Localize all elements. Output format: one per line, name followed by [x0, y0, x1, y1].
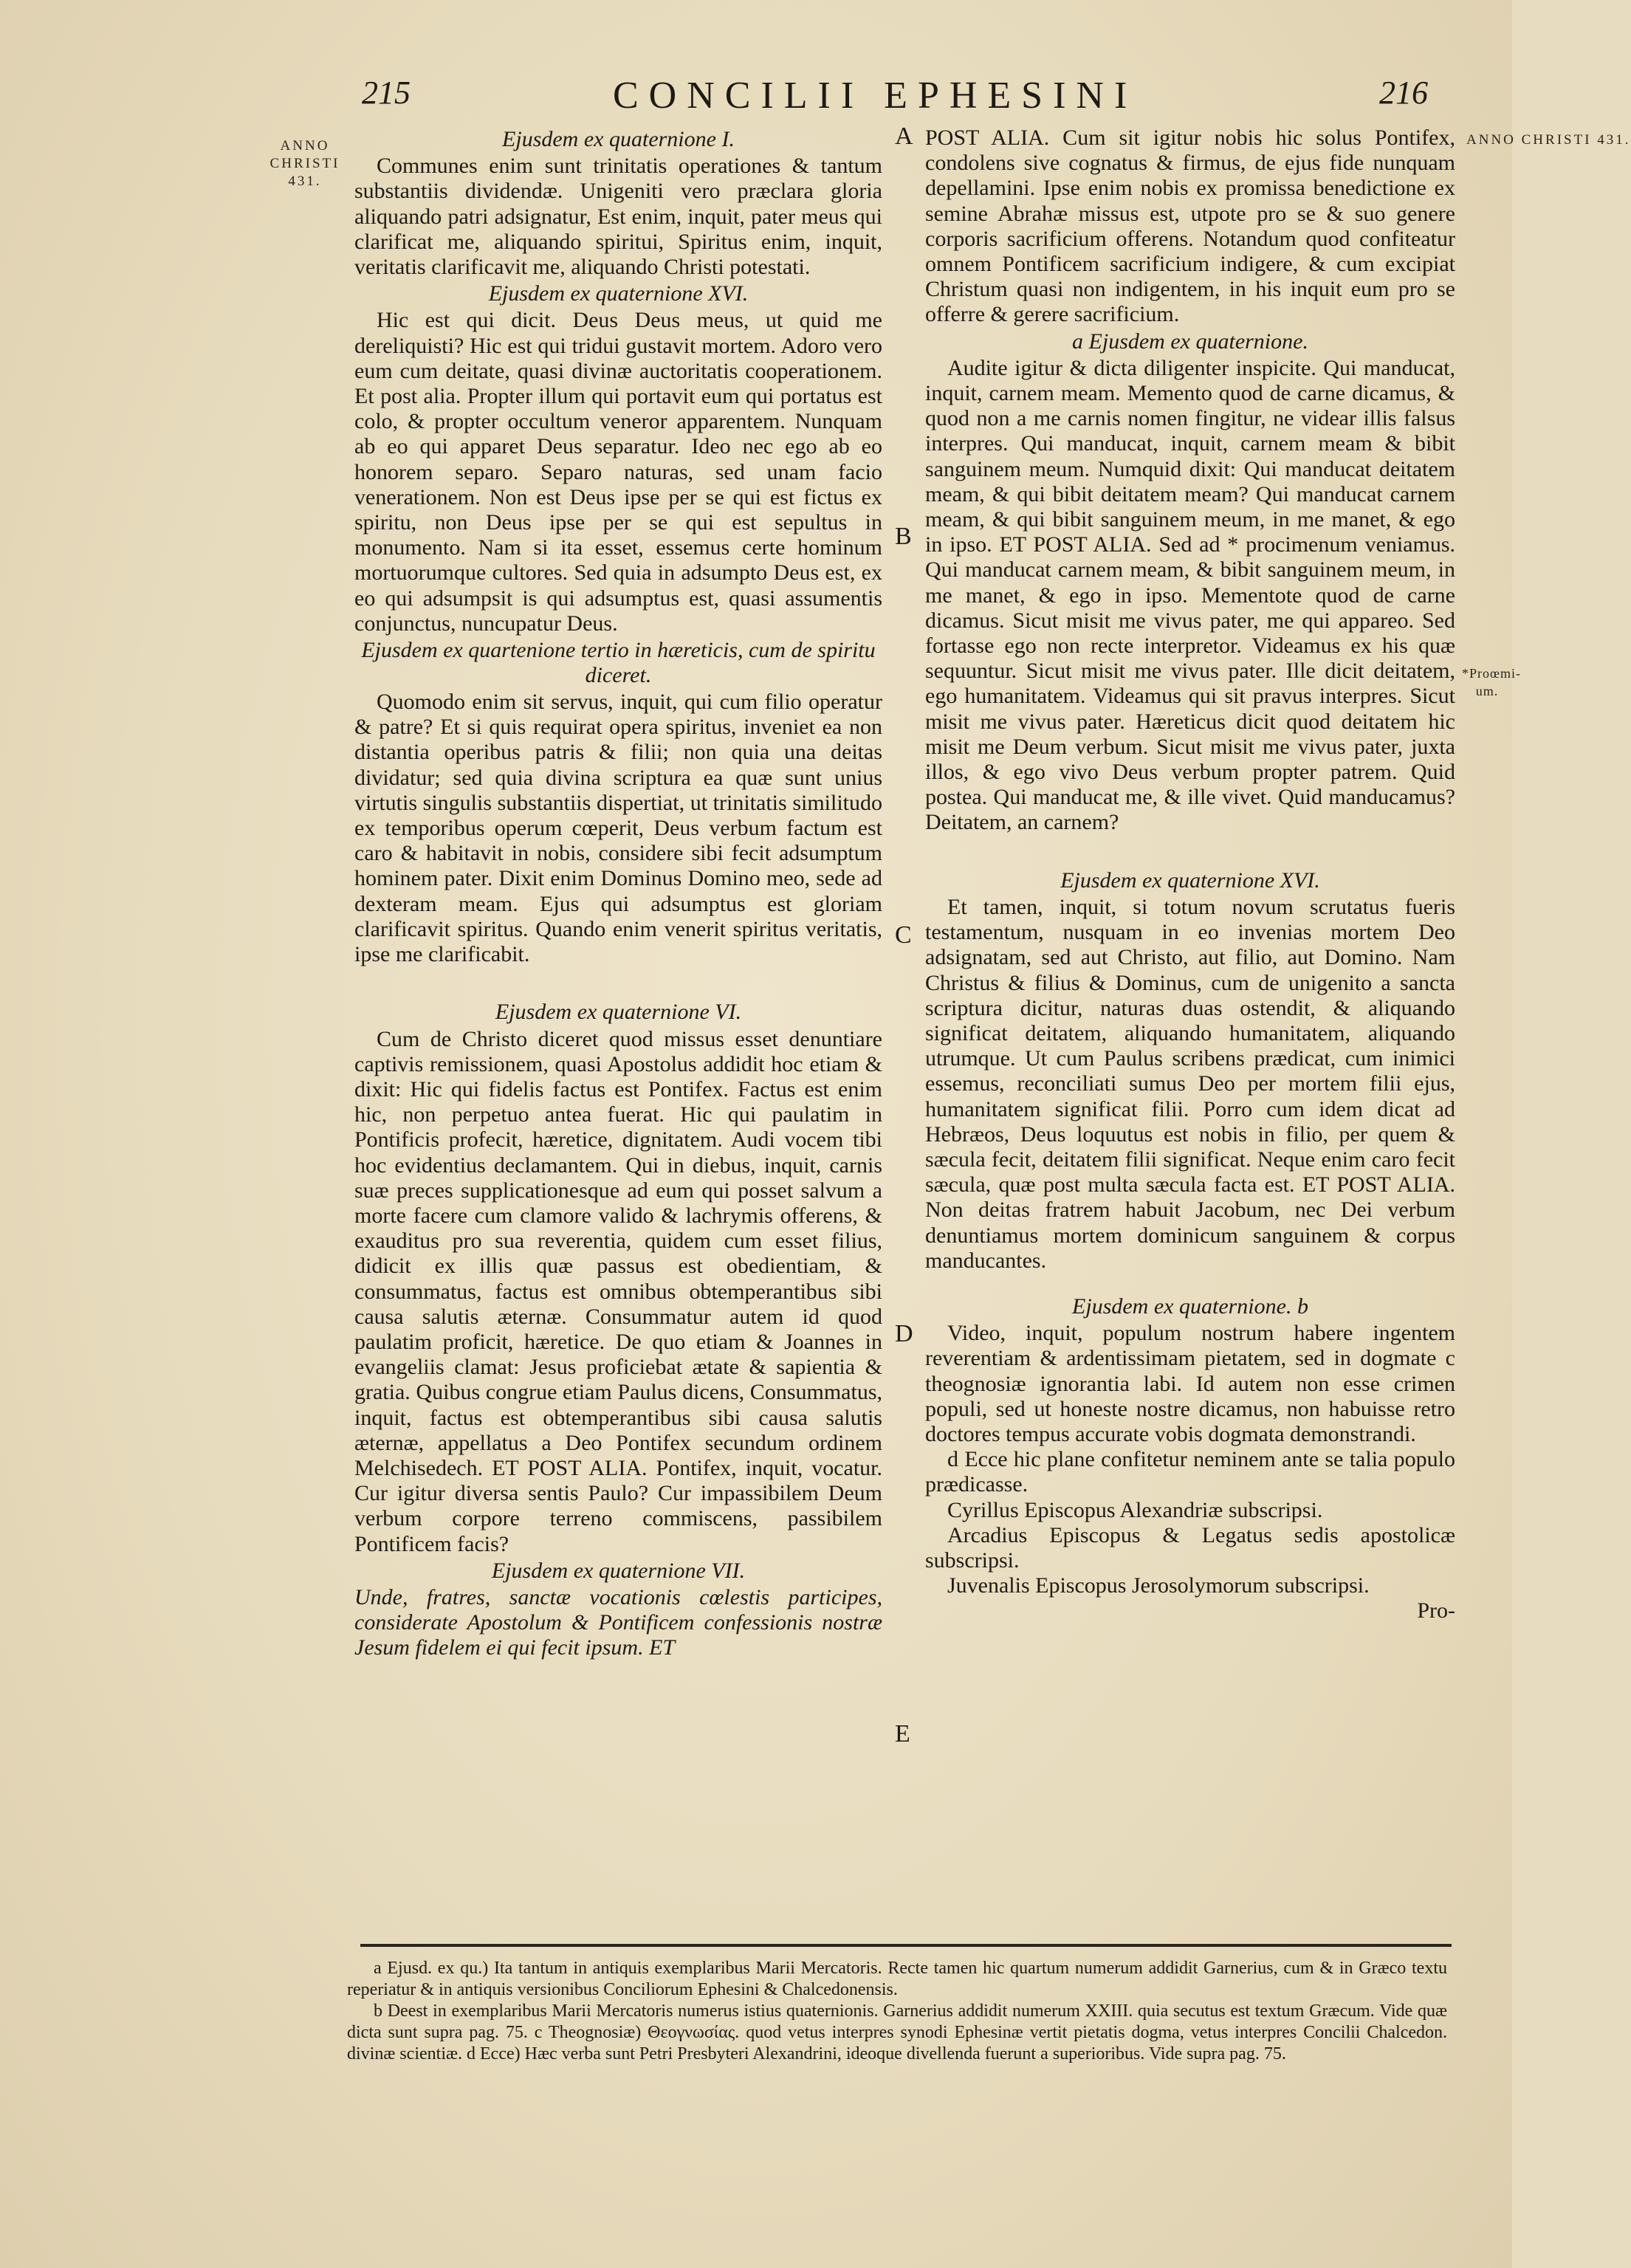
section-heading: Ejusdem ex quaternione VII. — [491, 1558, 746, 1583]
text-column-right — [925, 126, 1455, 1624]
footnote: b Deest in exemplaribus Marii Mercatoris numerus istius quaternionis. Garnerius addidit numerum XXIII. quia secutus est textum Græcum. Vide quæ dicta sunt supra pag. 75. c Theognosiæ) Θεογνωσίας. quod vetus interpres synodi Ephesinæ vertit pietatis dogma, vetus interpres Concilii Chalcedon. divinæ scientiæ. d Ecce) Hæc verba sunt Petri Presbyteri Alexandrini, ideoque divellenda fuerunt a superioribus. Vide supra pag. 75. — [347, 2001, 1447, 2063]
paragraph: Quomodo enim sit servus, inquit, qui cum filio operatur & patre? Et si quis requirat opera spiritus, inveniet ea non distantia operibus patris & filii; non quia una deitas dividatur; sed quia divina scriptura ea quæ sunt unius virtutis singulis substantiis dispertiat, ut trinitatis similitudo ex temporibus operum cœperit, Deus verbum factum est caro & habitavit in nobis, considere sibi fecit adsumptum hominem pater. Dixit enim Dominus Domino meo, sede ad dexteram meam. Ejus qui adsumptus est gloriam clarificavit spiritus. Quando enim venerit spiritus veritatis, ipse me clarificabit. — [354, 690, 882, 967]
spacer — [925, 1274, 1455, 1293]
page-number-right: 216 — [1379, 75, 1428, 111]
section-letter-d: D — [895, 1320, 913, 1347]
section-heading: Ejusdem ex quaternione XVI. — [488, 281, 749, 306]
paragraph: Unde, fratres, sanctæ vocationis cœlestis participes, considerate Apostolum & Pontificem confessionis nostræ Jesum fidelem ei qui fecit ipsum. ET — [354, 1584, 882, 1660]
paragraph: Cum de Christo diceret quod missus esset denuntiare captivis remissionem, quasi Apostolus addidit hoc etiam & dixit: Hic qui fidelis factus est Pontifex. Factus est enim hic, non perpetuo antea fuerat. Hic qui paulatim in Pontificis profecit, hæretice, dignitatem. Audi vocem tibi hoc evidentius declamantem. Qui in diebus, inquit, carnis suæ preces supplicationesque ad eum qui posset salvum a morte facere cum clamore valido & lachrymis offerens, & exauditus pro sua reverentia, quidem cum esset filius, didicit ex illis quæ passus est obedientiam, & consummatus, factus est omnibus obtemperantibus sibi causa salutis æternæ. Consummatur autem id quod paulatim proficit, hæretice. De quo etiam & Joannes in evangeliis clamat: Jesus proficiebat ætate & sapientia & gratia. Quibus congrue etiam Paulus dicens, Consummatus, inquit, factus est obtemperantibus sibi causa salutis æternæ, appellatus a Deo Pontifex secundum ordinem Melchisedech. ET POST ALIA. Pontifex, inquit, vocatur. Cur igitur diversa sentis Paulo? Cur impassibilem Deum verbum corpore terreno commiscens, passibilem Pontificem facis? — [354, 1026, 882, 1556]
paragraph: d Ecce hic plane confitetur neminem ante se talia populo prædicasse. — [925, 1447, 1455, 1497]
margin-year-right: ANNO CHRISTI 431. — [1466, 132, 1631, 148]
section-heading: Ejusdem ex quartenione tertio in hæreticis, cum de spiritu diceret. — [361, 638, 876, 688]
margin-year-left: ANNO CHRISTI 431. — [269, 138, 340, 189]
page-number-left: 215 — [362, 75, 411, 111]
section-letter-c: C — [895, 921, 912, 949]
spacer — [925, 836, 1455, 867]
paragraph: Audite igitur & dicta diligenter inspicite. Qui manducat, inquit, carnem meam. Memento quod de carne dicamus, & quod non a me carnis nomen fingitur, ne videar illis falsus interpres. Qui manducat, inquit, carnem meam & bibit sanguinem meum. Numquid dixit: Qui manducat deitatem meam, & qui bibit deitatem meam? Qui manducat carnem meam, & qui bibit sanguinem meum, in me manet, & ego in ipso. ET POST ALIA. Sed ad * procimenum veniamus. Qui manducat carnem meam, & bibit sanguinem meum, in me manet, & ego in ipso. Mementote quod de carne dicamus. Sicut misit me vivus pater, me qui appareo. Sed fortasse ego non recte interpretor. Videamus ex his quæ sequuntur. Sicut misit me vivus pater. Ille dicit deitatem, ego humanitatem. Videamus qui sit pravus interpres. Sicut misit me vivus pater. Hæreticus dicit quod deitatem hic misit me Deum verbum. Sicut misit me vivus pater, juxta illos, & ego vivo Deus verbum propter patrem. Quid postea. Qui manducat me, & ille vivet. Quid manducamus? Deitatem, an carnem? — [925, 355, 1455, 835]
footnotes — [347, 1958, 1447, 2065]
section-letter-a: A — [895, 123, 913, 150]
text-column-left — [354, 126, 882, 1661]
paragraph: Arcadius Episcopus & Legatus sedis apostolicæ subscripsi. — [925, 1522, 1455, 1573]
paragraph: POST ALIA. Cum sit igitur nobis hic solus Pontifex, condolens sive cognatus & firmus, de ejus fide nunquam depellamini. Ipse enim nobis ex promissa benedictione ex semine Abrahæ missus est, utpote pro se & suo genere corporis sacrificium offerens. Notandum quod confiteatur omnem Pontificem sacrificium indigere, & cum excipiat Christum quasi non indigentem, in his inquit eum pro se offerre & gerere sacrificium. — [925, 126, 1455, 327]
spacer — [354, 967, 882, 998]
section-heading: Ejusdem ex quaternione. b — [1072, 1293, 1308, 1319]
running-title: CONCILII EPHESINI — [613, 75, 1138, 117]
catchword: Pro- — [1417, 1598, 1455, 1623]
footnote: a Ejusd. ex qu.) Ita tantum in antiquis exemplaribus Marii Mercatoris. Recte tamen hic quartum numerum addidit Garnerius, cum & in Græco textu reperiatur & in antiquis versionibus Conciliorum Ephesini & Chalcedonensis. — [347, 1959, 1447, 1999]
paragraph: Hic est qui dicit. Deus Deus meus, ut quid me dereliquisti? Hic est qui tridui gustavit mortem. Adoro vero eum cum deitate, quasi divinæ auctoritatis cooperationem. Et post alia. Propter illum qui portavit eum qui portatus est colo, & propter occultum veneror apparentem. Nunquam ab eo qui apparet Deus separatur. Ideo nec ego ab eo honorem separo. Separo naturas, sed unam facio venerationem. Non est Deus ipse per se qui est fictus ex spiritu, non Deus ipse per se qui est sepultus in monumento. Nam si ita esset, essemus certe hominum mortuorumque cultores. Sed quia in adsumpto Deus est, ex eo qui adsumpsit is qui adsumptus est, quasi assumentis conjunctus, nuncupatur Deus. — [354, 308, 882, 636]
section-heading: Ejusdem ex quaternione I. — [502, 127, 735, 151]
running-header — [0, 74, 1512, 133]
paragraph: Video, inquit, populum nostrum habere ingentem reverentiam & ardentissimam pietatem, sed in dogmate c theognosiæ ignorantia labi. Id autem non esse crimen populi, sed ut honeste nostre dicamus, non habuisse retro doctores tempus accurate vobis dogmata demonstrandi. — [925, 1321, 1455, 1446]
section-heading: Ejusdem ex quaternione XVI. — [1060, 867, 1320, 893]
paragraph: Juvenalis Episcopus Jerosolymorum subscripsi. — [947, 1573, 1370, 1598]
section-heading: a Ejusdem ex quaternione. — [1072, 329, 1308, 354]
section-letter-b: B — [895, 523, 912, 550]
paragraph: Et tamen, inquit, si totum novum scrutatus fueris testamentum, nusquam in eo invenias mortem Deo adsignatam, sed aut Christo, aut filio, aut Domino. Nam Christus & filius & Dominus, cum de unigenito a sancta scriptura dicitur, naturas duas ostendit, & aliquando significat deitatem, aliquando humanitatem, aliquando utrumque. Ut cum Paulus scribens prædicat, cum inimici essemus, reconciliati sumus Deo per mortem filii ejus, humanitatem significat filii. Porro cum idem dicat ad Hebræos, Deus loquutus est nobis in filio, per quem & sæcula fecit, deitatem filii significat. Neque enim caro fecit sæcula, quæ post multa sæcula facta est. ET POST ALIA. Non deitas fratrem habuit Jacobum, nec Dei verbum denuntiamus mortem dominicum sanguinem & corpus manducantes. — [925, 894, 1455, 1273]
section-letter-e: E — [895, 1720, 910, 1748]
footnote-rule — [360, 1944, 1452, 1947]
paragraph: Communes enim sunt trinitatis operationes & tantum substantiis dividendæ. Unigeniti vero præclara gloria aliquando patri adsignatur, Est enim, inquit, pater meus qui clarificat me, aliquando spiritui, Spiritus enim, inquit, veritatis clarificavit me, aliquando Christi potestati. — [354, 154, 882, 280]
paragraph: Cyrillus Episcopus Alexandriæ subscripsi. — [947, 1497, 1323, 1522]
section-heading: Ejusdem ex quaternione VI. — [495, 1000, 742, 1025]
margin-note-prooemium: *Proœmi-um. — [1462, 666, 1521, 698]
